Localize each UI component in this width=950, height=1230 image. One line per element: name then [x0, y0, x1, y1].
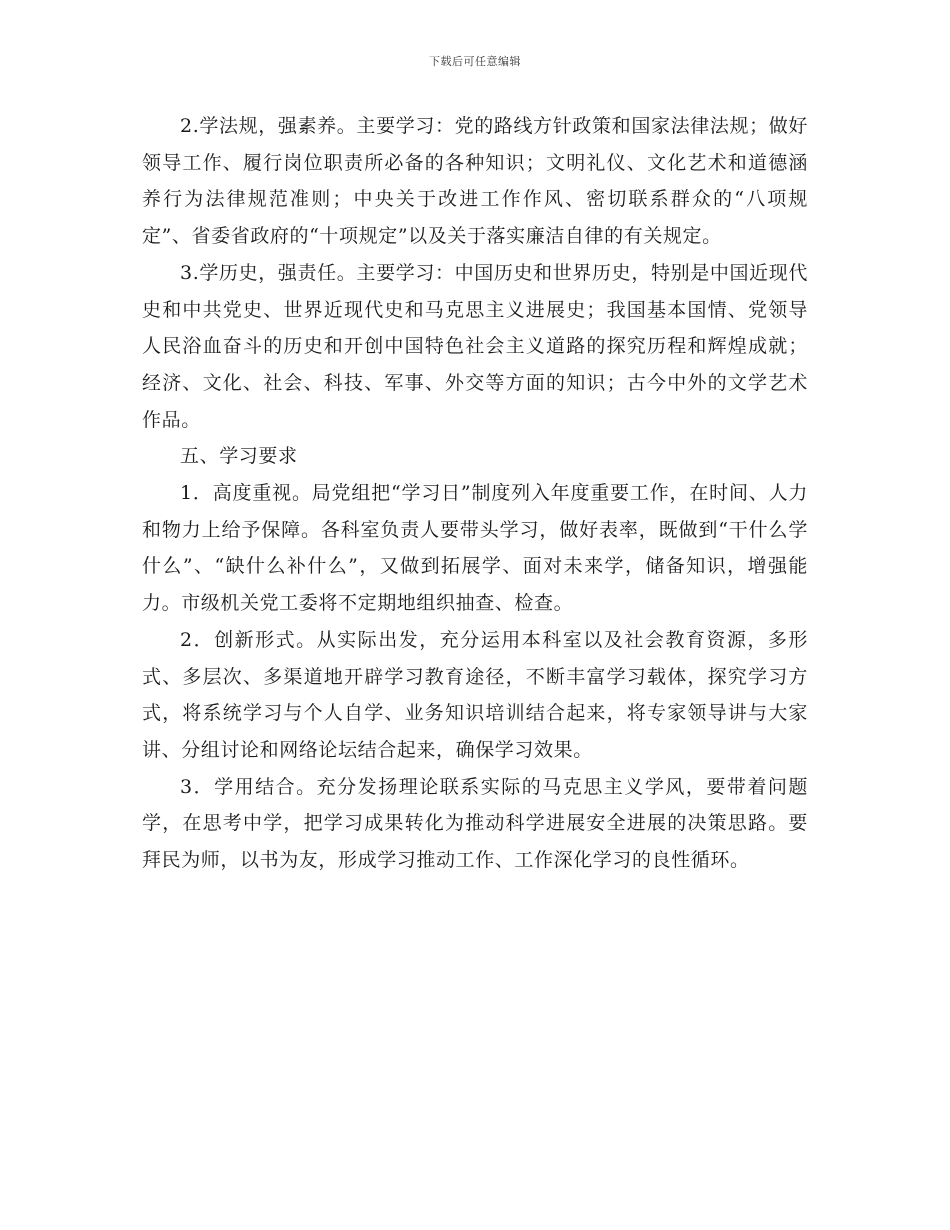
- paragraph-combine-study-and-use: 3．学用结合。充分发扬理论联系实际的马克思主义学风，要带着问题学，在思考中学，把学习成果转化为推动科学进展安全进展的决策思路。要拜民为师，以书为友，形成学习推动工作、工作深化学习的良性循环。: [142, 775, 808, 872]
- section-heading-study-requirements: 五、学习要求: [180, 445, 298, 468]
- paragraph-study-laws: 2.学法规，强素养。主要学习：党的路线方针政策和国家法律法规；做好领导工作、履行岗位职责所必备的各种知识；文明礼仪、文化艺术和道德涵养行为法律规范准则；中央关于改进工作作风、密切联系群众的“八项规定”、省委省政府的“十项规定”以及关于落实廉洁自律的有关规定。: [142, 115, 808, 248]
- document-body: [142, 108, 808, 879]
- page-header: 下载后可任意编辑: [429, 55, 521, 68]
- paragraph-high-attention: 1．高度重视。局党组把“学习日”制度列入年度重要工作，在时间、人力和物力上给予保障。各科室负责人要带头学习，做好表率，既做到“干什么学什么”、“缺什么补什么”，又做到拓展学、面对未来学，储备知识，增强能力。市级机关党工委将不定期地组织抽查、检查。: [142, 482, 808, 615]
- paragraph-innovate-forms: 2．创新形式。从实际出发，充分运用本科室以及社会教育资源，多形式、多层次、多渠道地开辟学习教育途径，不断丰富学习载体，探究学习方式，将系统学习与个人自学、业务知识培训结合起来，将专家领导讲与大家讲、分组讨论和网络论坛结合起来，确保学习效果。: [142, 628, 808, 761]
- paragraph-study-history: 3.学历史，强责任。主要学习：中国历史和世界历史，特别是中国近现代史和中共党史、世界近现代史和马克思主义进展史；我国基本国情、党领导人民浴血奋斗的历史和开创中国特色社会主义道路的探究历程和辉煌成就；经济、文化、社会、科技、军事、外交等方面的知识；古今中外的文学艺术作品。: [142, 261, 808, 431]
